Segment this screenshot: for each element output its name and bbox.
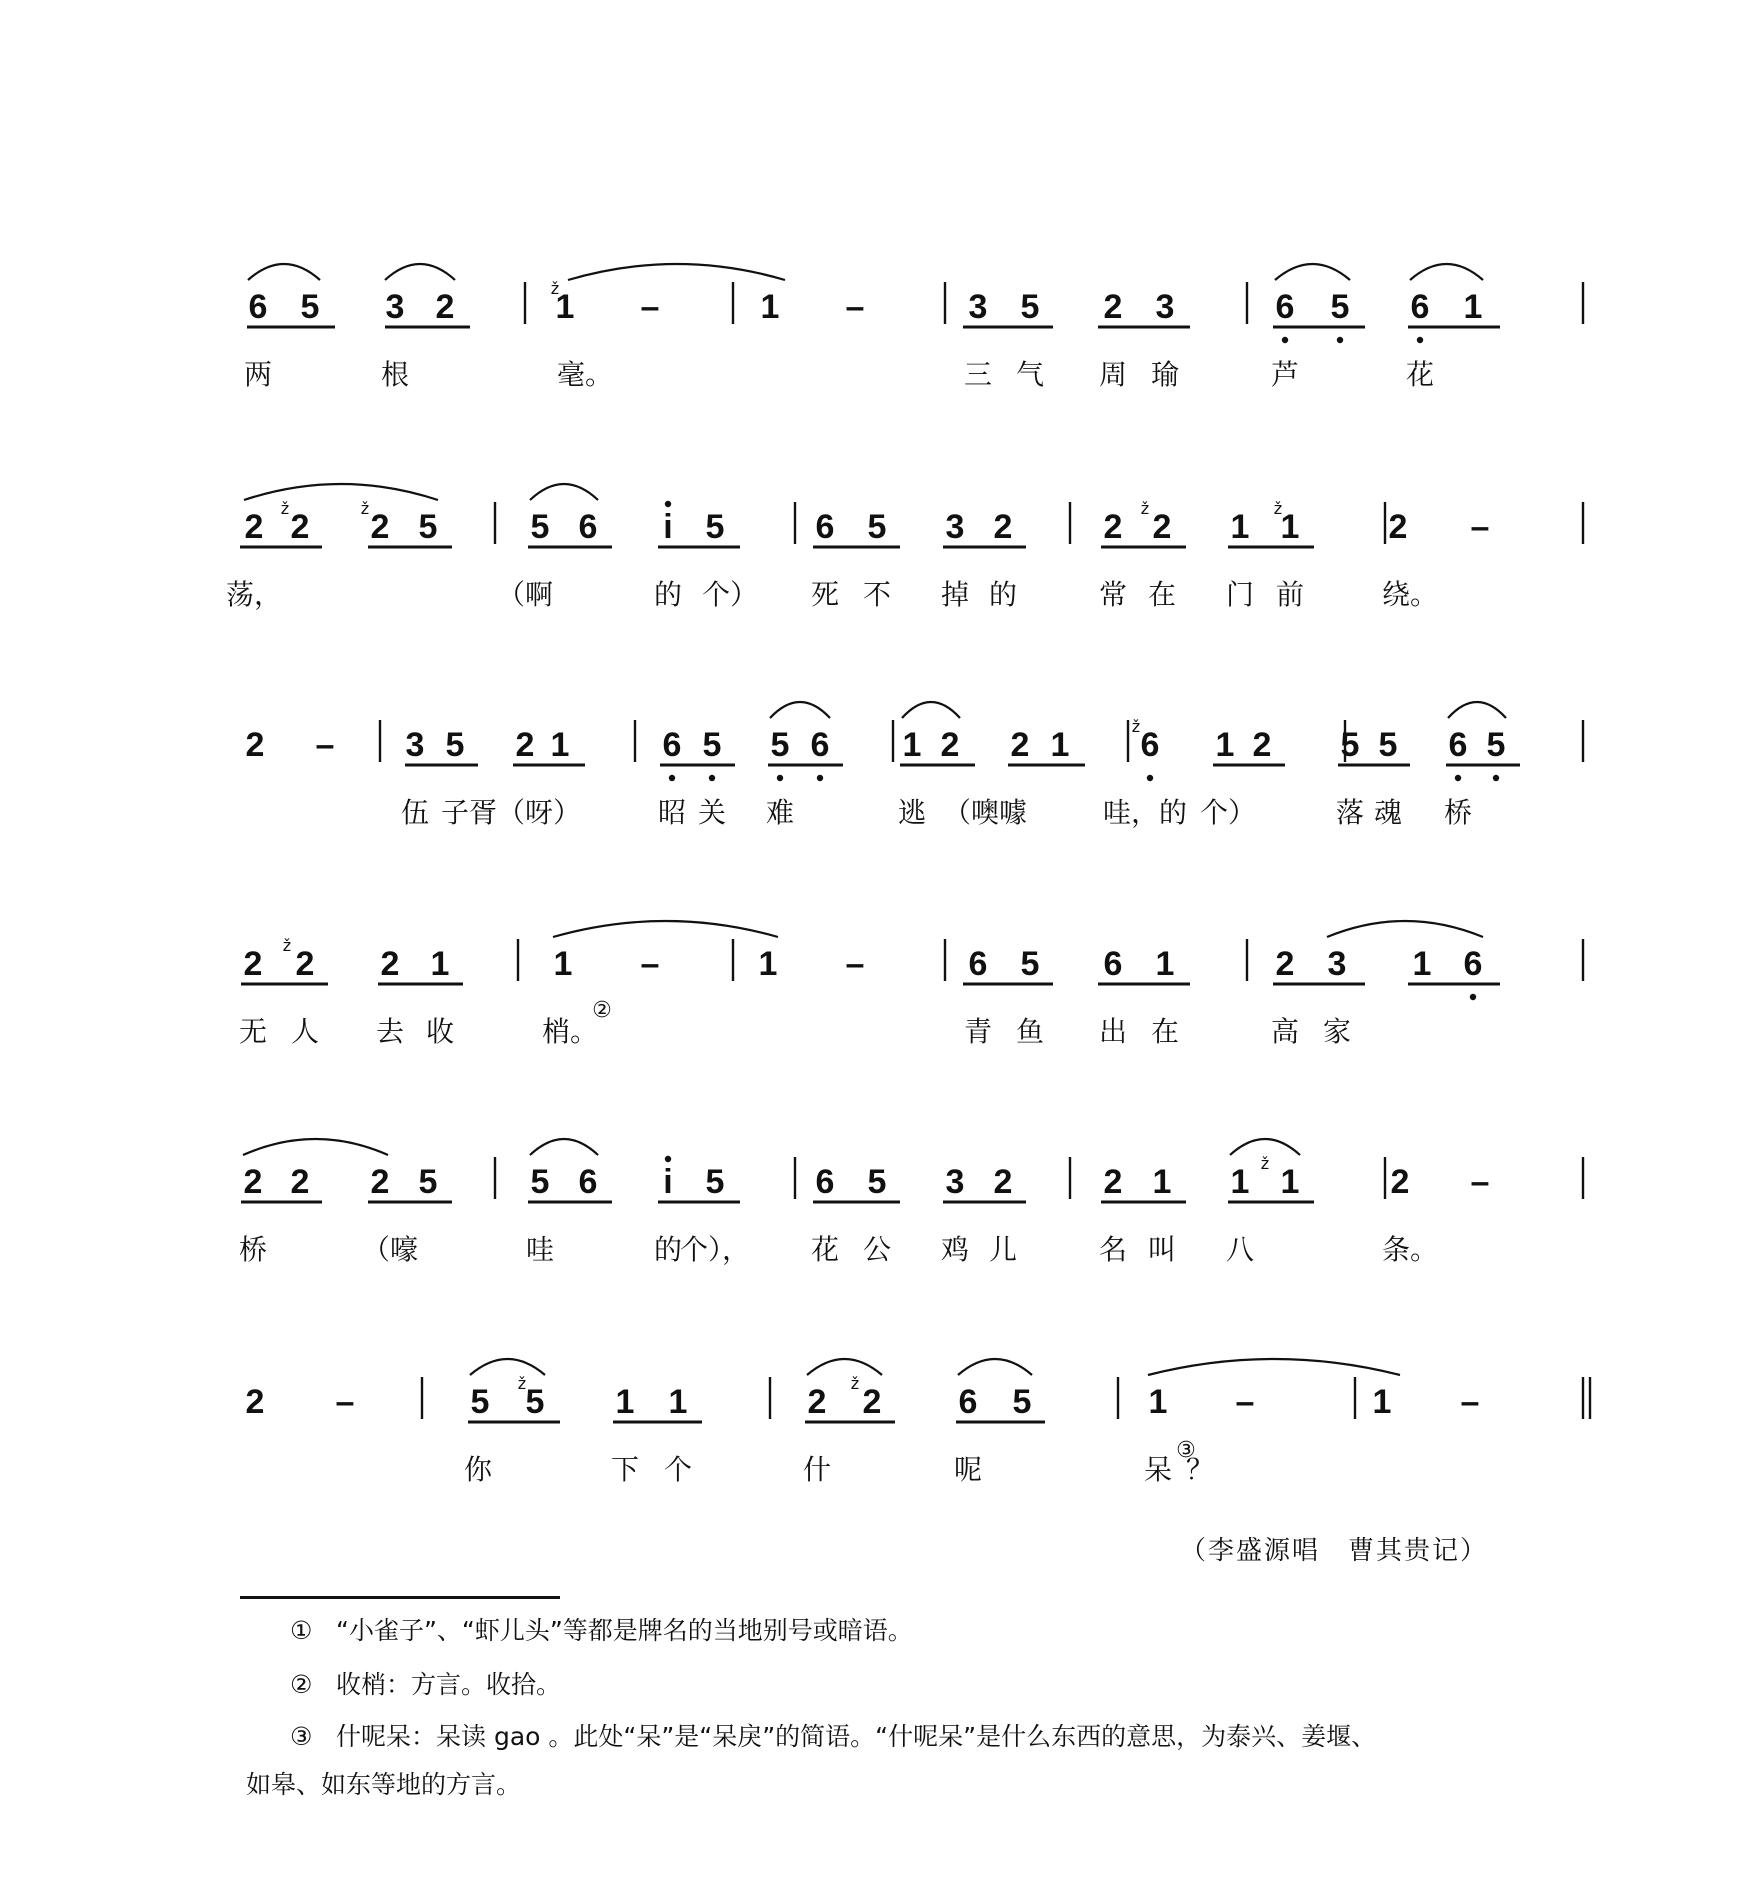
grace-mark-r2-1: ž (280, 499, 290, 518)
note-r5-12: 2 (993, 1163, 1013, 1201)
grace-mark-r2-4: ž (1273, 499, 1283, 518)
low-octave-dot-r3-1 (669, 775, 675, 781)
low-octave-dot-r4-1 (1470, 994, 1476, 1000)
note-r1-9: 3 (968, 288, 988, 326)
lyric-r3-4: 昭 (657, 796, 687, 829)
lyric-r3-10: 个） (1199, 796, 1257, 829)
note-r5-10: 5 (867, 1163, 887, 1201)
note-r2-7: i (663, 508, 673, 546)
performer-credit: （李盛源唱 曹其贵记） (1180, 1536, 1489, 1566)
note-r6-2: – (335, 1383, 355, 1421)
lyric-r5-2: （嚎 (361, 1233, 419, 1266)
note-r4-11: 6 (1103, 945, 1123, 983)
lyric-r2-3: 的 (653, 578, 683, 611)
slur-r1-1 (248, 264, 320, 280)
footnote-3-text: 什呢呆：呆读 gao 。此处“呆”是“呆戾”的简语。“什呢呆”是什么东西的意思，为泰兴、姜堰、 (336, 1722, 1377, 1751)
lyric-r2-4: 个） (701, 578, 759, 611)
note-r3-11: 1 (902, 726, 922, 764)
slur-r3-2 (902, 702, 960, 718)
low-octave-dot-r3-3 (777, 775, 783, 781)
note-r1-4: 2 (435, 288, 455, 326)
note-r2-15: 1 (1230, 508, 1250, 546)
note-r1-15: 6 (1410, 288, 1430, 326)
slur-r6-4 (1148, 1359, 1400, 1375)
lyric-r2-13: 绕。 (1381, 578, 1439, 611)
footnote-2 (290, 1668, 561, 1702)
lyric-r3-6: 难 (765, 796, 795, 829)
lyric-r6-4: 什 (802, 1453, 832, 1486)
slur-r6-2 (807, 1359, 882, 1375)
grace-mark-r1-1: ž (550, 279, 560, 298)
note-r3-8: 5 (702, 726, 722, 764)
note-r5-8: 5 (705, 1163, 725, 1201)
note-r5-17: 2 (1390, 1163, 1410, 1201)
low-octave-dot-r3-5 (1147, 775, 1153, 781)
lyric-r5-11: 叫 (1147, 1233, 1177, 1266)
grace-mark-r6-2: ž (850, 1374, 860, 1393)
note-r1-11: 2 (1103, 288, 1123, 326)
note-r3-13: 2 (1010, 726, 1030, 764)
note-r3-14: 1 (1050, 726, 1070, 764)
lyric-r2-8: 的 (988, 578, 1018, 611)
note-r4-14: 3 (1327, 945, 1347, 983)
note-r5-9: 6 (815, 1163, 835, 1201)
lyric-r5-6: 花 (810, 1233, 840, 1266)
footnote-mark-2: ② (592, 998, 612, 1023)
lyric-r5-1: 桥 (238, 1233, 268, 1266)
lyric-r4-2: 人 (290, 1015, 320, 1048)
footnote-1-text: “小雀子”、“虾儿头”等都是牌名的当地别号或暗语。 (336, 1616, 913, 1645)
grace-mark-r2-2: ž (360, 499, 370, 518)
footnote-3-continued (246, 1768, 521, 1802)
note-r1-1: 6 (248, 288, 268, 326)
low-octave-dot-r1-3 (1417, 337, 1423, 343)
note-r2-5: 5 (530, 508, 550, 546)
note-r2-2: 2 (290, 508, 310, 546)
lyric-r5-9: 儿 (988, 1233, 1018, 1266)
note-r3-10: 6 (810, 726, 830, 764)
lyric-r2-11: 门 (1225, 578, 1255, 611)
note-r1-8: – (845, 288, 865, 326)
footnote-mark-3: ③ (1176, 1438, 1196, 1463)
note-r6-14: – (1460, 1383, 1480, 1421)
lyric-r4-7: 鱼 (1015, 1015, 1045, 1048)
footnote-2-number: ② (290, 1670, 313, 1699)
note-r3-5: 2 (515, 726, 535, 764)
note-r2-9: 6 (815, 508, 835, 546)
lyric-r2-9: 常 (1098, 578, 1128, 611)
slur-r4-2 (1327, 921, 1483, 937)
high-octave-dot-r5-1 (665, 1156, 671, 1162)
note-r4-2: 2 (295, 945, 315, 983)
footnote-3 (290, 1720, 1376, 1754)
footnote-3-number: ③ (290, 1722, 313, 1751)
note-r5-15: 1 (1230, 1163, 1250, 1201)
note-r3-12: 2 (940, 726, 960, 764)
footnote-1-number: ① (290, 1616, 313, 1645)
lyric-r1-4: 三 (963, 358, 993, 391)
lyric-r1-8: 芦 (1270, 358, 1300, 391)
note-r3-20: 6 (1448, 726, 1468, 764)
note-r2-12: 2 (993, 508, 1013, 546)
grace-mark-r6-1: ž (517, 1374, 527, 1393)
note-r5-4: 5 (418, 1163, 438, 1201)
note-r5-14: 1 (1152, 1163, 1172, 1201)
note-r5-6: 6 (578, 1163, 598, 1201)
note-r2-14: 2 (1152, 508, 1172, 546)
note-r2-10: 5 (867, 508, 887, 546)
lyric-r6-3: 个 (663, 1453, 693, 1486)
note-r3-21: 5 (1486, 726, 1506, 764)
slur-r1-5 (1410, 264, 1483, 280)
note-r1-12: 3 (1155, 288, 1175, 326)
note-r2-6: 6 (578, 508, 598, 546)
low-octave-dot-r3-7 (1493, 775, 1499, 781)
lyric-r1-3: 毫。 (556, 358, 614, 391)
note-r6-6: 1 (668, 1383, 688, 1421)
footnote-2-text: 收梢：方言。收拾。 (336, 1670, 562, 1699)
note-r5-18: – (1470, 1163, 1490, 1201)
note-r6-5: 1 (615, 1383, 635, 1421)
lyric-r5-8: 鸡 (940, 1233, 970, 1266)
lyric-r2-5: 死 (810, 578, 840, 611)
lyric-r1-6: 周 (1098, 358, 1128, 391)
note-r1-7: 1 (760, 288, 780, 326)
note-r2-17: 2 (1388, 508, 1408, 546)
lyric-r1-9: 花 (1405, 358, 1435, 391)
note-r5-16: 1 (1280, 1163, 1300, 1201)
low-octave-dot-r3-4 (817, 775, 823, 781)
slur-r1-2 (385, 264, 455, 280)
note-r5-3: 2 (370, 1163, 390, 1201)
note-r1-6: – (640, 288, 660, 326)
footnote-rule (240, 1596, 560, 1599)
note-r1-5: 1 (555, 288, 575, 326)
note-r2-4: 5 (418, 508, 438, 546)
lyric-r2-1: 荡， (225, 578, 283, 611)
note-r3-1: 2 (245, 726, 265, 764)
note-r1-2: 5 (300, 288, 320, 326)
note-r2-1: 2 (244, 508, 264, 546)
note-r6-3: 5 (470, 1383, 490, 1421)
note-r4-13: 2 (1275, 945, 1295, 983)
slur-r3-3 (1448, 702, 1506, 718)
lyric-r1-5: 气 (1015, 358, 1045, 391)
lyric-r3-1: 伍 (400, 796, 430, 829)
slur-r2-1 (244, 484, 438, 500)
note-r6-13: 1 (1372, 1383, 1392, 1421)
lyric-r5-10: 名 (1098, 1233, 1128, 1266)
note-r1-10: 5 (1020, 288, 1040, 326)
note-r4-16: 6 (1463, 945, 1483, 983)
lyric-r3-9: 哇，的 (1102, 796, 1188, 829)
note-r4-4: 1 (430, 945, 450, 983)
note-r6-4: 5 (525, 1383, 545, 1421)
lyric-r2-6: 不 (862, 578, 892, 611)
note-r5-11: 3 (945, 1163, 965, 1201)
note-r1-14: 5 (1330, 288, 1350, 326)
note-r5-7: i (663, 1163, 673, 1201)
note-r4-12: 1 (1155, 945, 1175, 983)
lyric-r6-2: 下 (610, 1453, 640, 1486)
slur-r1-3 (568, 264, 785, 280)
footnote-1 (290, 1614, 913, 1648)
lyric-r5-5: 个）， (679, 1233, 751, 1266)
lyric-r1-2: 根 (380, 358, 410, 391)
lyric-r5-12: 八 (1225, 1233, 1255, 1266)
note-r6-10: 5 (1012, 1383, 1032, 1421)
lyric-r2-10: 在 (1147, 578, 1177, 611)
note-r6-1: 2 (245, 1383, 265, 1421)
lyric-r4-3: 去 (375, 1015, 405, 1048)
grace-mark-r4-1: ž (282, 936, 292, 955)
note-r3-7: 6 (662, 726, 682, 764)
lyric-r6-7: ？ (1185, 1453, 1215, 1486)
lyric-r3-5: 关 (697, 796, 727, 829)
low-octave-dot-r3-2 (709, 775, 715, 781)
note-r6-8: 2 (862, 1383, 882, 1421)
lyric-r3-2: 子 (440, 796, 470, 829)
lyric-r2-12: 前 (1275, 578, 1305, 611)
slur-r6-3 (958, 1359, 1032, 1375)
note-r3-18: 5 (1340, 726, 1360, 764)
note-r3-15: 6 (1140, 726, 1160, 764)
low-octave-dot-r1-1 (1282, 337, 1288, 343)
note-r6-9: 6 (958, 1383, 978, 1421)
note-r2-8: 5 (705, 508, 725, 546)
slur-r5-1 (243, 1139, 388, 1155)
note-r4-8: – (845, 945, 865, 983)
note-r2-18: – (1470, 508, 1490, 546)
lyric-r4-9: 在 (1150, 1015, 1180, 1048)
lyric-r3-7: 逃 (897, 796, 927, 829)
slur-r2-2 (530, 484, 598, 500)
note-r4-10: 5 (1020, 945, 1040, 983)
lyric-r1-1: 两 (243, 358, 273, 391)
lyric-r3-11: 落 (1335, 796, 1365, 829)
lyric-r4-11: 家 (1322, 1015, 1352, 1048)
high-octave-dot-r2-1 (665, 501, 671, 507)
grace-mark-r2-3: ž (1140, 499, 1150, 518)
note-r4-3: 2 (380, 945, 400, 983)
note-r3-19: 5 (1378, 726, 1398, 764)
grace-mark-r3-1: ž (1131, 717, 1141, 736)
slur-r4-1 (553, 921, 778, 937)
note-r4-1: 2 (243, 945, 263, 983)
note-r5-1: 2 (243, 1163, 263, 1201)
lyric-r3-13: 桥 (1443, 796, 1473, 829)
lyric-r4-4: 收 (425, 1015, 455, 1048)
note-r4-9: 6 (968, 945, 988, 983)
note-r3-6: 1 (550, 726, 570, 764)
note-r3-9: 5 (770, 726, 790, 764)
note-r4-6: – (640, 945, 660, 983)
note-r3-16: 1 (1215, 726, 1235, 764)
lyric-r4-8: 出 (1098, 1015, 1128, 1048)
note-r6-11: 1 (1148, 1383, 1168, 1421)
note-r4-5: 1 (553, 945, 573, 983)
note-r3-17: 2 (1252, 726, 1272, 764)
note-r4-7: 1 (758, 945, 778, 983)
note-r2-13: 2 (1103, 508, 1123, 546)
lyric-r2-7: 掉 (940, 578, 970, 611)
note-r2-3: 2 (370, 508, 390, 546)
lyric-r6-6: 呆 (1143, 1453, 1173, 1486)
lyric-r3-12: 魂 (1373, 796, 1403, 829)
note-r4-15: 1 (1412, 945, 1432, 983)
slur-r5-2 (530, 1139, 598, 1155)
note-r3-4: 5 (445, 726, 465, 764)
note-r5-2: 2 (290, 1163, 310, 1201)
lyric-r5-4: 的 (653, 1233, 683, 1266)
grace-mark-r5-1: ž (1260, 1154, 1270, 1173)
note-r5-13: 2 (1103, 1163, 1123, 1201)
note-r5-5: 5 (530, 1163, 550, 1201)
lyric-r4-6: 青 (963, 1015, 993, 1048)
lyric-r4-10: 高 (1270, 1015, 1300, 1048)
slur-r3-1 (770, 702, 830, 718)
slur-r5-3 (1230, 1139, 1300, 1155)
lyric-r3-8: （噢噱 (942, 796, 1028, 829)
lyric-r6-5: 呢 (953, 1453, 983, 1486)
note-r3-3: 3 (405, 726, 425, 764)
lyric-r5-13: 条。 (1381, 1233, 1439, 1266)
lyric-r6-1: 你 (463, 1453, 493, 1486)
note-r1-3: 3 (385, 288, 405, 326)
note-r1-16: 1 (1463, 288, 1483, 326)
lyric-r4-1: 无 (238, 1015, 268, 1048)
note-r3-2: – (315, 726, 335, 764)
lyric-r3-3: 胥（呀） (468, 796, 582, 829)
slur-r1-4 (1275, 264, 1350, 280)
lyric-r1-7: 瑜 (1150, 358, 1180, 391)
low-octave-dot-r1-2 (1337, 337, 1343, 343)
lyric-r5-3: 哇 (525, 1233, 555, 1266)
note-r2-16: 1 (1280, 508, 1300, 546)
note-r1-13: 6 (1275, 288, 1295, 326)
lyric-r2-2: （啊 (496, 578, 554, 611)
note-r6-12: – (1235, 1383, 1255, 1421)
slur-r6-1 (470, 1359, 545, 1375)
note-r2-11: 3 (945, 508, 965, 546)
note-r6-7: 2 (807, 1383, 827, 1421)
low-octave-dot-r3-6 (1455, 775, 1461, 781)
footnote-3-text-continued: 如皋、如东等地的方言。 (246, 1770, 522, 1799)
lyric-r5-7: 公 (862, 1233, 892, 1266)
lyric-r4-5: 梢。 (541, 1015, 599, 1048)
